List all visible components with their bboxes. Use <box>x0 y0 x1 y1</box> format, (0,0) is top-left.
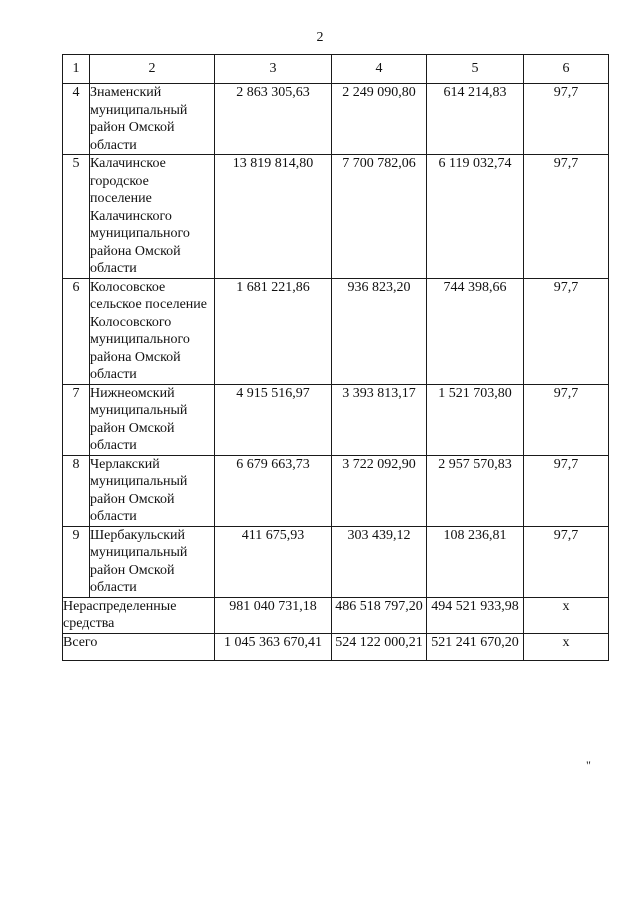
table-row <box>63 455 609 526</box>
column-header-1: 1 <box>63 55 90 84</box>
column-4-value: 524 122 000,21 <box>332 633 427 660</box>
column-header-3: 3 <box>215 55 332 84</box>
column-5-value: 1 521 703,80 <box>427 384 524 455</box>
column-6-value: 97,7 <box>524 278 609 384</box>
row-number: 9 <box>63 526 90 597</box>
column-5-value: 494 521 933,98 <box>427 597 524 633</box>
table-row <box>63 526 609 597</box>
column-5-value: 2 957 570,83 <box>427 455 524 526</box>
row-number: 5 <box>63 155 90 279</box>
municipality-name: Знаменский муниципальный район Омской области <box>90 84 215 155</box>
municipality-name: Черлакский муниципальный район Омской области <box>90 455 215 526</box>
column-5-value: 108 236,81 <box>427 526 524 597</box>
total-row <box>63 633 609 660</box>
unallocated-funds-label: Нераспределенные средства <box>63 597 215 633</box>
column-3-value: 981 040 731,18 <box>215 597 332 633</box>
column-6-value: x <box>524 597 609 633</box>
closing-quote-mark: " <box>586 758 591 772</box>
column-5-value: 744 398,66 <box>427 278 524 384</box>
column-4-value: 3 393 813,17 <box>332 384 427 455</box>
column-5-value: 521 241 670,20 <box>427 633 524 660</box>
table-row <box>63 84 609 155</box>
column-6-value: 97,7 <box>524 526 609 597</box>
column-6-value: 97,7 <box>524 455 609 526</box>
column-3-value: 2 863 305,63 <box>215 84 332 155</box>
column-6-value: 97,7 <box>524 384 609 455</box>
column-4-value: 2 249 090,80 <box>332 84 427 155</box>
column-6-value: 97,7 <box>524 84 609 155</box>
column-4-value: 7 700 782,06 <box>332 155 427 279</box>
column-header-4: 4 <box>332 55 427 84</box>
column-header-5: 5 <box>427 55 524 84</box>
page-number: 2 <box>316 30 324 45</box>
total-label: Всего <box>63 633 215 660</box>
column-4-value: 303 439,12 <box>332 526 427 597</box>
column-6-value: x <box>524 633 609 660</box>
row-number: 7 <box>63 384 90 455</box>
column-3-value: 411 675,93 <box>215 526 332 597</box>
unallocated-funds-row <box>63 597 609 633</box>
column-6-value: 97,7 <box>524 155 609 279</box>
row-number: 8 <box>63 455 90 526</box>
column-3-value: 4 915 516,97 <box>215 384 332 455</box>
column-header-6: 6 <box>524 55 609 84</box>
column-4-value: 3 722 092,90 <box>332 455 427 526</box>
municipality-name: Колосовское сельское поселение Колосовского муниципального района Омской области <box>90 278 215 384</box>
column-3-value: 6 679 663,73 <box>215 455 332 526</box>
budget-table <box>62 54 609 661</box>
column-4-value: 936 823,20 <box>332 278 427 384</box>
column-3-value: 13 819 814,80 <box>215 155 332 279</box>
column-5-value: 614 214,83 <box>427 84 524 155</box>
table-row <box>63 155 609 279</box>
column-3-value: 1 681 221,86 <box>215 278 332 384</box>
column-header-2: 2 <box>90 55 215 84</box>
table-row <box>63 384 609 455</box>
municipality-name: Калачинское городское поселение Калачинского муниципального района Омской области <box>90 155 215 279</box>
table-row <box>63 278 609 384</box>
column-4-value: 486 518 797,20 <box>332 597 427 633</box>
column-3-value: 1 045 363 670,41 <box>215 633 332 660</box>
municipality-name: Нижнеомский муниципальный район Омской области <box>90 384 215 455</box>
column-5-value: 6 119 032,74 <box>427 155 524 279</box>
table-header-row <box>63 55 609 84</box>
municipality-name: Шербакульский муниципальный район Омской области <box>90 526 215 597</box>
row-number: 4 <box>63 84 90 155</box>
row-number: 6 <box>63 278 90 384</box>
